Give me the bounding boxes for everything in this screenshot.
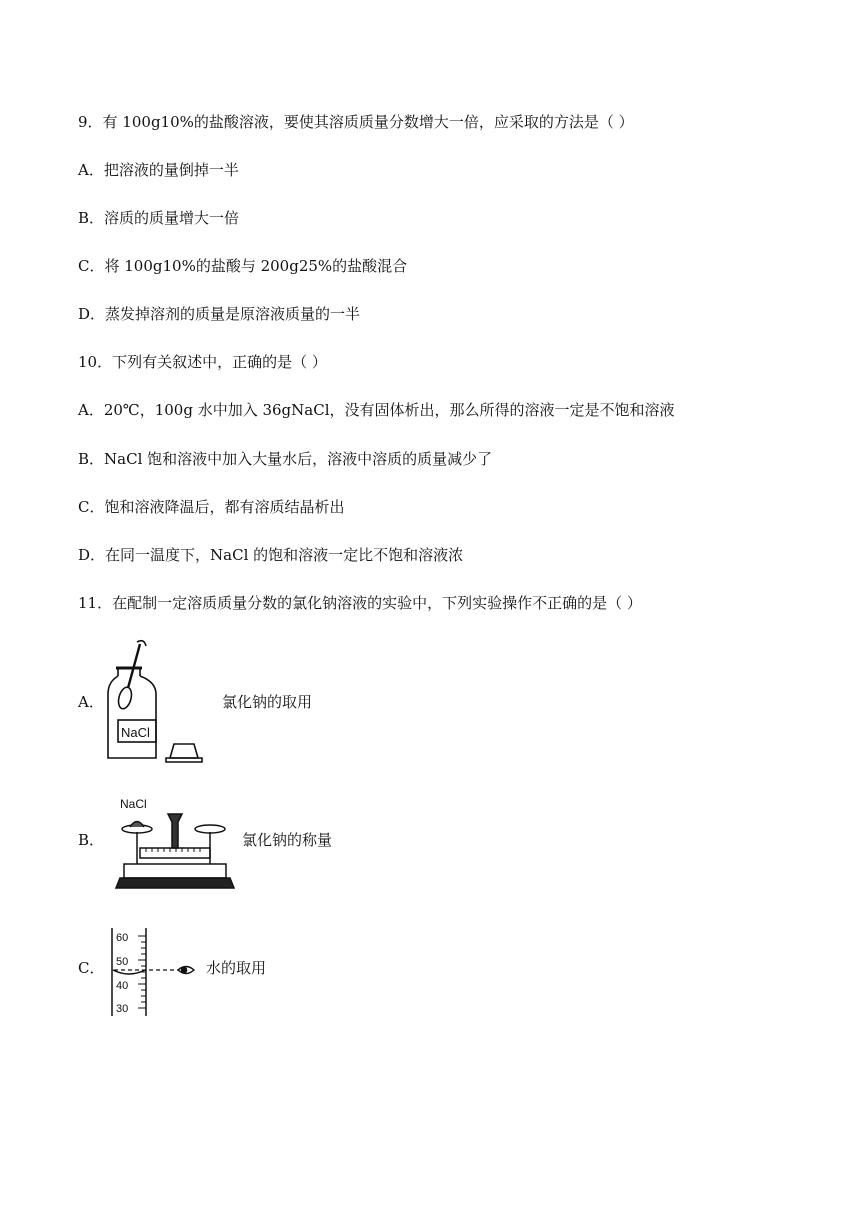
- question-9-option-b: B．溶质的质量增大一倍: [78, 209, 240, 227]
- graduated-cylinder-figure: [104, 926, 204, 1020]
- question-10-option-d: D．在同一温度下，NaCl 的饱和溶液一定比不饱和溶液浓: [78, 546, 464, 564]
- balance-drawing: [110, 792, 240, 892]
- cylinder-tick-50: 50: [116, 956, 129, 968]
- question-11-option-c-letter: C．: [78, 959, 105, 977]
- cylinder-tick-60: 60: [116, 932, 129, 944]
- question-10-option-b: B．NaCl 饱和溶液中加入大量水后，溶液中溶质的质量减少了: [78, 450, 493, 468]
- graduated-cylinder-drawing: [104, 926, 204, 1020]
- question-11-option-b-letter: B．: [78, 831, 105, 849]
- question-11-option-b-caption: 氯化钠的称量: [242, 831, 333, 849]
- cylinder-tick-40: 40: [116, 980, 129, 992]
- question-9-stem: 9．有 100g10%的盐酸溶液，要使其溶质质量分数增大一倍，应采取的方法是（ ）: [78, 113, 634, 131]
- question-10-option-a: A．20℃，100g 水中加入 36gNaCl，没有固体析出，那么所得的溶液一定是不饱和溶液: [78, 401, 675, 419]
- nacl-bottle-label: NaCl: [121, 725, 150, 740]
- question-11-option-c-caption: 水的取用: [206, 959, 267, 977]
- balance-figure: [110, 792, 240, 892]
- question-9-option-d: D．蒸发掉溶剂的质量是原溶液质量的一半: [78, 305, 361, 323]
- reagent-bottle-drawing: [104, 638, 216, 764]
- question-11-stem: 11．在配制一定溶质质量分数的氯化钠溶液的实验中，下列实验操作不正确的是（ ）: [78, 594, 642, 612]
- question-10-option-c: C．饱和溶液降温后，都有溶质结晶析出: [78, 498, 345, 516]
- question-9-option-c: C．将 100g10%的盐酸与 200g25%的盐酸混合: [78, 257, 408, 275]
- question-9-option-a: A．把溶液的量倒掉一半: [78, 161, 239, 179]
- question-11-option-a-letter: A．: [78, 693, 104, 711]
- nacl-balance-label: NaCl: [120, 797, 147, 811]
- question-11-option-a-caption: 氯化钠的取用: [222, 693, 313, 711]
- reagent-bottle-figure: [104, 638, 216, 764]
- cylinder-tick-30: 30: [116, 1003, 129, 1015]
- question-10-stem: 10．下列有关叙述中，正确的是（ ）: [78, 353, 327, 371]
